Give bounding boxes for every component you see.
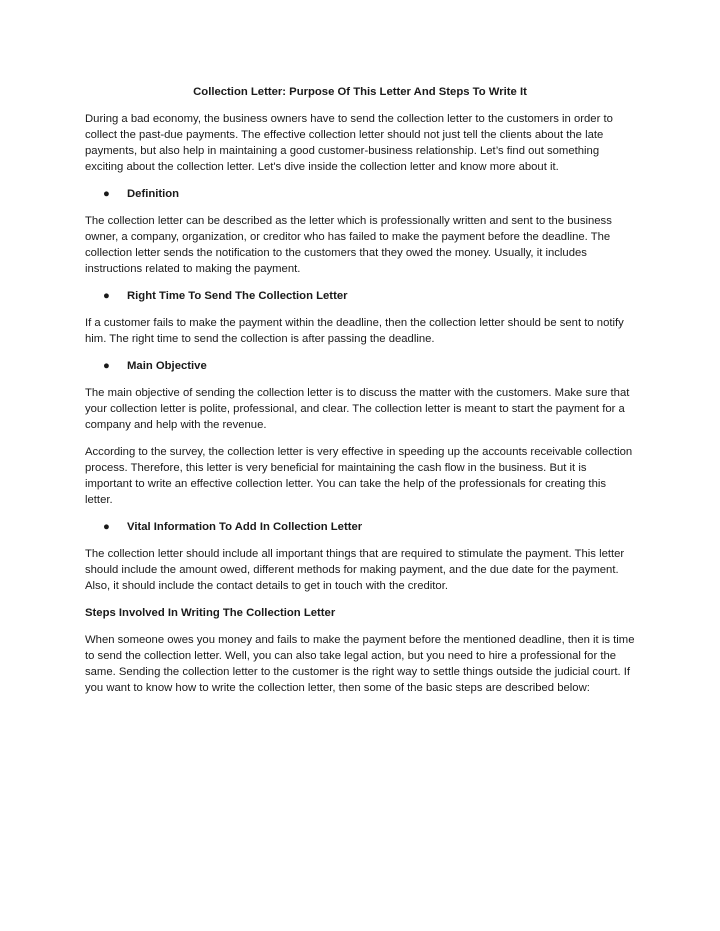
bullet-icon: ● <box>103 521 110 533</box>
section-heading-label: Right Time To Send The Collection Letter <box>127 290 348 302</box>
main-objective-paragraph-1: The main objective of sending the collection letter is to discuss the matter with the customers. Make sure that your collection letter is polite, professional, and clear. The collection letter is meant to start the payment for a company and help with the revenue. <box>85 387 630 431</box>
section-heading-right-time <box>85 288 635 304</box>
steps-paragraph: When someone owes you money and fails to make the payment before the mentioned deadline, then it is time to send the collection letter. Well, you can also take legal action, but you need to hire a professional for the same. Sending the collection letter to the customer is the right way to settle things outside the judicial court. If you want to know how to write the collection letter, then some of the basic steps are described below: <box>85 634 635 694</box>
document-page <box>85 84 635 707</box>
main-objective-paragraph-2: According to the survey, the collection letter is very effective in speeding up the accounts receivable collection process. Therefore, this letter is very beneficial for maintaining the cash flow in the business. But it is important to write an effective collection letter. You can take the help of the professionals for creating this letter. <box>85 446 633 506</box>
section-heading-main-objective <box>85 358 635 374</box>
document-title: Collection Letter: Purpose Of This Letter And Steps To Write It <box>193 86 527 98</box>
section-heading-label: Definition <box>127 188 180 200</box>
section-heading-vital-information <box>85 519 635 535</box>
definition-paragraph: The collection letter can be described as the letter which is professionally written and sent to the business owner, a company, organization, or creditor who has failed to make the payment before the deadline. The collection letter sends the notification to the customers that they owed the money. Usually, it includes instructions related to making the payment. <box>85 215 612 275</box>
right-time-paragraph: If a customer fails to make the payment within the deadline, then the collection letter should be sent to notify him. The right time to send the collection is after passing the deadline. <box>85 317 624 345</box>
vital-information-paragraph: The collection letter should include all important things that are required to stimulate the payment. This letter should include the amount owed, different methods for making payment, and the due date for the payment. Also, it should include the contact details to get in touch with the creditor. <box>85 548 625 592</box>
bullet-icon: ● <box>103 290 110 302</box>
section-heading-label: Vital Information To Add In Collection Letter <box>127 521 363 533</box>
bullet-icon: ● <box>103 360 110 372</box>
intro-paragraph: During a bad economy, the business owners have to send the collection letter to the customers in order to collect the past-due payments. The effective collection letter should not just tell the clients about the late payments, but also help in maintaining a good customer-business relationship. Let’s find out something exciting about the collection letter. Let's dive inside the collection letter and know more about it. <box>85 113 613 173</box>
section-heading-definition <box>85 186 635 202</box>
section-heading-label: Main Objective <box>127 360 207 372</box>
steps-heading: Steps Involved In Writing The Collection Letter <box>85 607 336 619</box>
bullet-icon: ● <box>103 188 110 200</box>
